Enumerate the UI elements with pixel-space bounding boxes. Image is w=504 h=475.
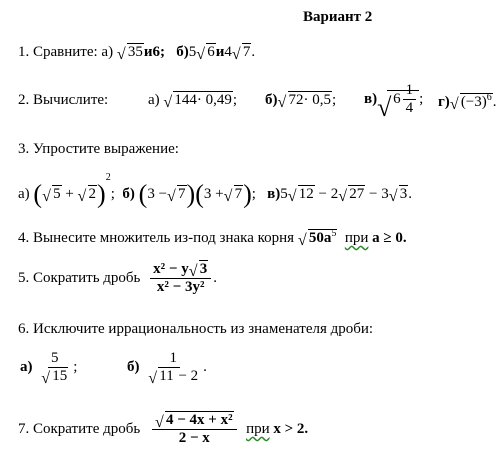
task-text: Упростите выражение:	[33, 141, 179, 157]
task-5: 5. Сократить дробь x² − y √ 3 x² − 3y² .	[18, 261, 217, 295]
variant-title: Вариант 2	[303, 9, 373, 25]
sqrt-expression: √ 7	[167, 186, 186, 205]
task-1: 1. Сравните: а) √ 35и6; б)5 √ 6и4 √ 7.	[18, 44, 256, 63]
task-2-part-d: г) √ $(-3)^6$.	[438, 92, 497, 113]
task-text: Сравните: а)	[33, 44, 114, 60]
sqrt-expression: √ 7	[223, 186, 243, 205]
fraction: 1 √ 11 − 2	[148, 350, 199, 387]
task-text: Вычислите:	[33, 92, 109, 108]
sqrt-expression: √ 3	[188, 261, 208, 280]
sqrt-expression: √ 7	[231, 44, 251, 63]
sqrt-expression: √ 4 − 4x + x²	[154, 412, 233, 431]
task-text: Сократите дробь	[33, 421, 141, 437]
sqrt-expression: √ 12	[287, 186, 314, 205]
task-2-part-c: в) √ 6 $\frac{1}{4}$ ;	[364, 82, 424, 122]
sqrt-expression: √ 27	[338, 186, 365, 205]
task-3-parts: а) ( √ 5 + √ 2)$^2$; б) (3 − √ 7)(3 + √ 7); в)5 √ 12 − 2 √ 27 − 3 √ 3.	[18, 172, 412, 209]
sqrt-expression: √ 2	[77, 186, 97, 205]
fraction: $\frac{1}{4}$	[403, 82, 417, 117]
sqrt-expression: √ 6	[196, 44, 215, 63]
task-text: Исключите иррациональность из знаменателя дроби:	[33, 321, 374, 337]
task-number: 6.	[18, 321, 30, 337]
sqrt-expression: √ 11	[148, 368, 174, 387]
task-6-part-a: а) 5 √ 15 ;	[20, 350, 78, 387]
task-number: 7.	[18, 421, 30, 437]
sqrt-expression: √ 5	[42, 186, 61, 205]
fraction: 5 √ 15	[41, 350, 68, 387]
task-text: Сократить дробь	[33, 270, 141, 286]
task-text: Вынесите множитель из-под знака корня	[33, 230, 295, 246]
task-7: 7. Сократите дробь √ 4 − 4x + x² 2 − x при x > 2.	[18, 412, 309, 446]
task-number: 5.	[18, 270, 30, 286]
sqrt-expression: √ 6 $\frac{1}{4}$	[377, 82, 419, 117]
task-2-part-b: б) √ 72· 0,5;	[265, 92, 337, 111]
task-number: 1.	[18, 44, 30, 60]
sqrt-expression: √ 144· 0,49	[163, 92, 232, 111]
sqrt-expression: √ 35	[116, 44, 143, 63]
task-number: 3.	[18, 141, 30, 157]
task-6-part-b: б) 1 √ 11 − 2 .	[127, 350, 207, 387]
task-2-part-a: а) √ 144· 0,49;	[148, 92, 238, 111]
task-4: 4. Вынесите множитель из-под знака корня √ $50a^5$ при a ≥ 0.	[18, 228, 407, 249]
sqrt-expression: √ 3	[388, 186, 408, 205]
fraction: x² − y √ 3 x² − 3y²	[150, 261, 211, 296]
sqrt-expression: √ 72· 0,5	[277, 92, 331, 111]
sqrt-expression: √ 15	[41, 368, 68, 387]
task-2	[18, 92, 108, 109]
task-number: 2.	[18, 92, 30, 108]
task-number: 4.	[18, 230, 30, 246]
task-6	[18, 321, 373, 338]
sqrt-expression: √ $(-3)^6$	[449, 92, 492, 113]
fraction: √ 4 − 4x + x² 2 − x	[152, 412, 237, 447]
task-3	[18, 141, 179, 158]
sqrt-expression: √ $50a^5$	[297, 228, 337, 249]
